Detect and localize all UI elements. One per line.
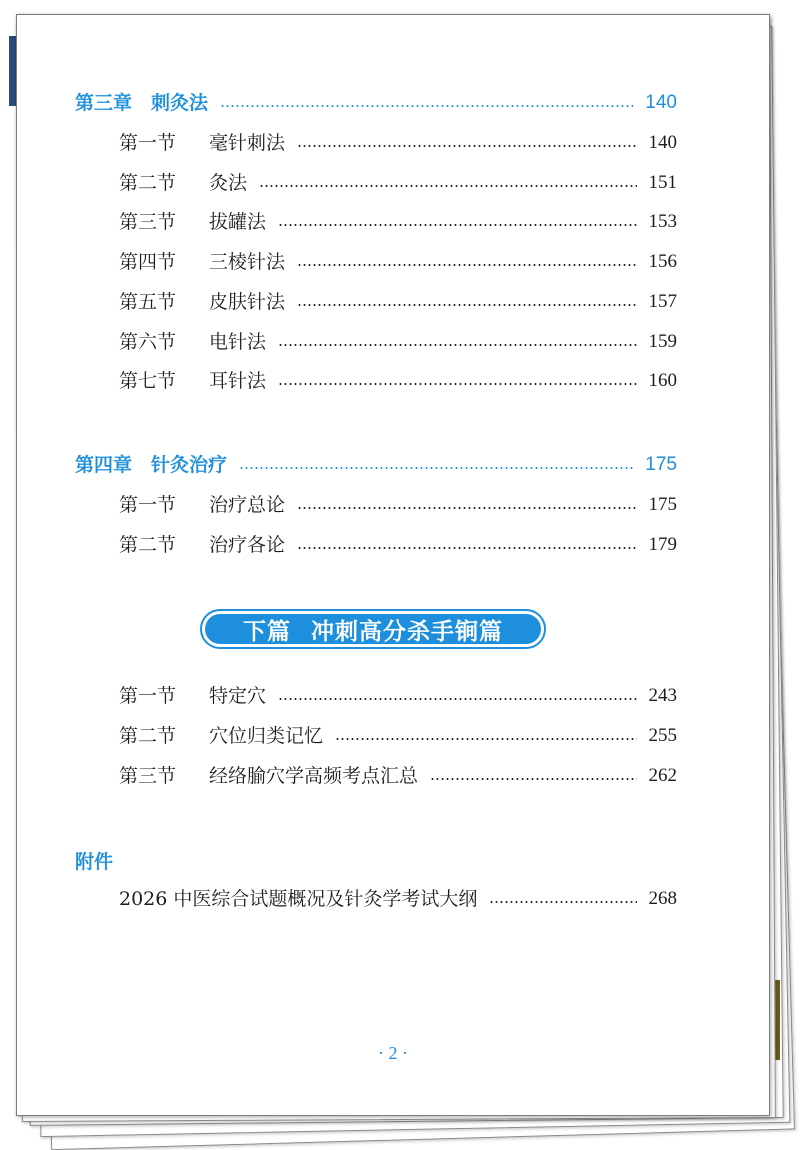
dot-leader — [278, 698, 636, 700]
toc-entry[interactable] — [119, 287, 677, 317]
part-banner[interactable] — [200, 609, 546, 649]
section-number: 第三节 — [119, 765, 177, 787]
page-ref: 156 — [648, 251, 677, 272]
appendix-item-name: 2026 中医综合试题概况及针灸学考试大纲 — [119, 888, 478, 910]
toc-entry[interactable] — [119, 490, 677, 520]
chapter-title: 第三章 刺灸法 — [75, 92, 209, 114]
section-number: 第七节 — [119, 370, 177, 392]
page-ref: 175 — [645, 454, 677, 475]
dot-leader — [297, 547, 636, 549]
part-banner-pill — [205, 614, 541, 644]
toc-entry[interactable] — [119, 681, 677, 711]
toc-entry[interactable] — [119, 761, 677, 791]
section-name: 毫针刺法 — [209, 132, 286, 154]
section-name: 经络腧穴学高频考点汇总 — [209, 765, 419, 787]
toc-entry[interactable] — [119, 207, 677, 237]
toc-entry[interactable] — [119, 721, 677, 751]
toc-entry[interactable] — [119, 366, 677, 396]
section-number: 第一节 — [119, 494, 177, 516]
page-ref: 179 — [648, 534, 677, 555]
page-ref: 255 — [648, 725, 677, 746]
section-name: 三棱针法 — [209, 251, 286, 273]
part-banner-title: 冲刺高分杀手锏篇 — [311, 617, 503, 645]
toc-entry[interactable] — [119, 168, 677, 198]
dot-leader — [297, 264, 636, 266]
section-number: 第六节 — [119, 331, 177, 353]
section-name: 穴位归类记忆 — [209, 725, 324, 747]
section-name: 治疗总论 — [209, 494, 286, 516]
chapter-title: 第四章 针灸治疗 — [75, 454, 228, 476]
dot-leader — [297, 304, 636, 306]
toc-chapter-3[interactable] — [75, 88, 677, 118]
section-number: 第一节 — [119, 685, 177, 707]
toc-entry[interactable] — [119, 327, 677, 357]
section-number: 第五节 — [119, 291, 177, 313]
page-ref: 262 — [648, 765, 677, 786]
section-name: 治疗各论 — [209, 534, 286, 556]
dot-leader — [297, 507, 636, 509]
section-name: 拔罐法 — [209, 211, 267, 233]
page-ref: 140 — [645, 92, 677, 113]
dot-leader — [278, 344, 636, 346]
page-ref: 268 — [648, 888, 677, 909]
dot-leader — [259, 185, 636, 187]
section-number: 第二节 — [119, 725, 177, 747]
page-ref: 243 — [648, 685, 677, 706]
toc-entry[interactable] — [119, 128, 677, 158]
dot-leader — [297, 145, 636, 147]
section-name: 灸法 — [209, 172, 248, 194]
section-name: 特定穴 — [209, 685, 267, 707]
toc-entry[interactable] — [119, 530, 677, 560]
appendix-heading: 附件 — [75, 851, 114, 873]
page-ref: 159 — [648, 331, 677, 352]
page-ref: 140 — [648, 132, 677, 153]
section-name: 耳针法 — [209, 370, 267, 392]
page-ref: 160 — [648, 370, 677, 391]
section-number: 第二节 — [119, 534, 177, 556]
section-number: 第三节 — [119, 211, 177, 233]
page-ref: 153 — [648, 211, 677, 232]
section-name: 皮肤针法 — [209, 291, 286, 313]
toc-chapter-4[interactable] — [75, 450, 677, 480]
section-number: 第一节 — [119, 132, 177, 154]
toc-page — [16, 14, 770, 1116]
dot-leader — [278, 383, 636, 385]
dot-leader — [489, 901, 636, 903]
section-name: 电针法 — [209, 331, 267, 353]
page-ref: 175 — [648, 494, 677, 515]
page-ref: 151 — [648, 172, 677, 193]
part-banner-label: 下篇 — [243, 617, 291, 645]
dot-leader — [335, 738, 636, 740]
section-number: 第二节 — [119, 172, 177, 194]
dot-leader — [278, 224, 636, 226]
dot-leader — [239, 467, 633, 469]
toc-entry-appendix[interactable] — [119, 884, 677, 914]
page-ref: 157 — [648, 291, 677, 312]
section-number: 第四节 — [119, 251, 177, 273]
dot-leader — [430, 778, 636, 780]
toc-entry[interactable] — [119, 247, 677, 277]
page-number: · 2 · — [378, 1043, 408, 1063]
dot-leader — [220, 105, 633, 107]
